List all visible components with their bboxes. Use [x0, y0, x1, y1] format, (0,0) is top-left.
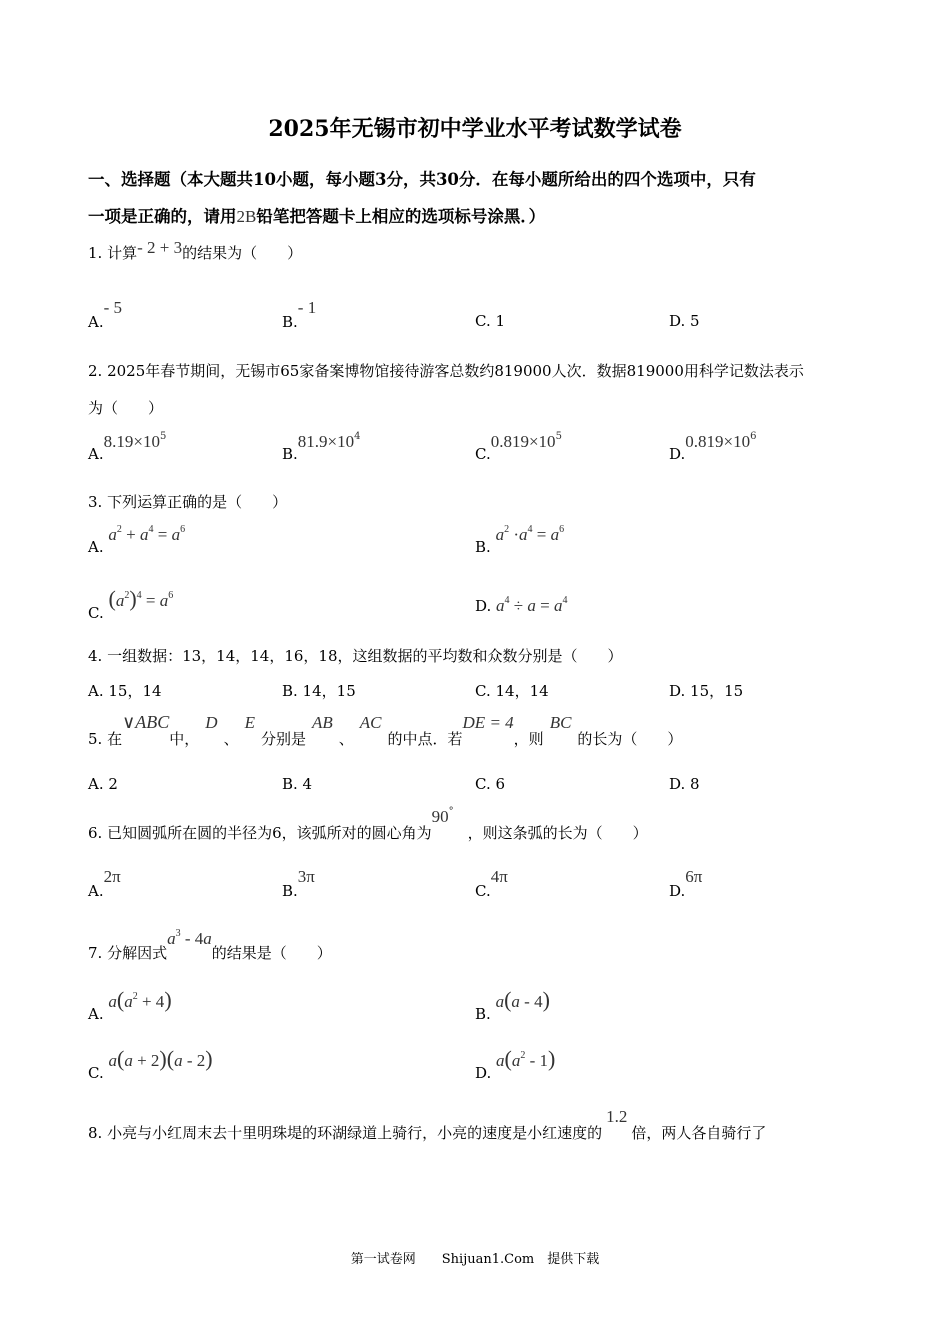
q1-option-b[interactable]: B.- 1 — [282, 298, 317, 331]
page-title: 2025年无锡市初中学业水平考试数学试卷 — [268, 116, 682, 142]
q6-option-c[interactable]: C.4π — [475, 867, 508, 900]
q5-option-d[interactable]: D. 8 — [669, 775, 700, 793]
q7-option-d[interactable]: D. $a(a^2 - 1)$ — [475, 1046, 556, 1082]
q7-option-d-formula: $a(a^2 - 1)$ — [496, 1046, 556, 1071]
q3-option-d-formula: $a^4 \div a = a^4$ — [496, 595, 568, 615]
q7-option-a-formula: $a(a^2 + 4)$ — [108, 987, 172, 1012]
question-6: 6. 已知圆弧所在圆的半径为6，该弧所对的圆心角为90°，则这条弧的长为（ ） — [88, 806, 648, 842]
q7-option-b-formula: a(a - 4) — [495, 987, 550, 1012]
q5-option-c[interactable]: C. 6 — [475, 775, 506, 793]
q3-option-b[interactable]: B. $a^2 \cdot a^4 = a^6$ — [475, 524, 565, 556]
question-3: 3. 下列运算正确的是（ ） — [88, 493, 288, 511]
section-heading-line2: 一项是正确的，请用2B铅笔把答题卡上相应的选项标号涂黑．） — [88, 207, 546, 226]
q7-option-a[interactable]: A. $a(a^2 + 4)$ — [88, 987, 172, 1023]
question-1: 1. 计算- 2 + 3的结果为（ ） — [88, 238, 303, 262]
q2-option-d[interactable]: $D.0.819\times 10^6$ — [669, 431, 757, 463]
q3-option-b-formula: $a^2 \cdot a^4 = a^6$ — [495, 524, 565, 544]
q3-option-a[interactable]: A. $a^2 + a^4 = a^6$ — [88, 524, 186, 556]
q5-option-a[interactable]: A. 2 — [88, 775, 118, 793]
q6-option-b[interactable]: B.3π — [282, 867, 315, 900]
question-8: 8. 小亮与小红周末去十里明珠堤的环湖绿道上骑行，小亮的速度是小红速度的1.2倍，两人各自骑行了 — [88, 1107, 767, 1142]
question-7: 7. 分解因式$a^3 - 4a$的结果是（ ） — [88, 928, 332, 962]
section-heading: 一、选择题（本大题共10小题，每小题3分，共30分．在每小题所给出的四个选项中，只有 — [88, 170, 756, 189]
question-4: 4. 一组数据：13，14，14，16，18，这组数据的平均数和众数分别是（ ） — [88, 647, 623, 665]
question-2-line2: 为（ ） — [88, 399, 164, 417]
footer-source: 第一试卷网 Shijuan1.Com 提供下载 — [350, 1252, 600, 1267]
q2-option-b[interactable]: $B.81.9\times 10^4$ — [282, 431, 361, 463]
question-5: 5. 在∨ABC中，D、E分别是AB、AC的中点．若DE = 4，则BC的长为（ ） — [88, 712, 683, 748]
q4-option-d[interactable]: D. 15，15 — [669, 682, 744, 700]
q3-option-c-formula: $(a^2)^4 = a^6$ — [108, 586, 174, 611]
q1-option-d[interactable]: D. 5 — [669, 312, 700, 330]
q7-option-b[interactable]: B. a(a - 4) — [475, 987, 550, 1023]
q7-expression: $a^3 - 4a$ — [167, 928, 212, 948]
q1-option-c[interactable]: C. 1 — [475, 312, 506, 330]
question-2: 2. 2025年春节期间，无锡市65家备案博物馆接待游客总数约819000人次．数据819000用科学记数法表示 — [88, 362, 804, 380]
q3-option-a-formula: $a^2 + a^4 = a^6$ — [108, 524, 186, 544]
q4-option-a[interactable]: A. 15，14 — [88, 682, 162, 700]
q4-option-b[interactable]: B. 14，15 — [282, 682, 356, 700]
q2-option-c[interactable]: $C.0.819\times 10^5$ — [475, 431, 562, 463]
q6-option-a[interactable]: A.2π — [88, 867, 121, 900]
q1-option-a[interactable]: A.- 5 — [88, 298, 123, 331]
q5-option-b[interactable]: B. 4 — [282, 775, 313, 793]
q3-option-c[interactable]: C. $(a^2)^4 = a^6$ — [88, 586, 174, 622]
q2-option-a[interactable]: $A.8.19\times 10^5$ — [88, 431, 167, 463]
q6-option-d[interactable]: D.6π — [669, 867, 703, 900]
q4-option-c[interactable]: C. 14，14 — [475, 682, 549, 700]
q3-option-d[interactable]: D. $a^4 \div a = a^4$ — [475, 595, 568, 615]
q7-option-c[interactable]: C. a(a + 2)(a - 2) — [88, 1046, 213, 1082]
q7-option-c-formula: a(a + 2)(a - 2) — [108, 1046, 213, 1071]
